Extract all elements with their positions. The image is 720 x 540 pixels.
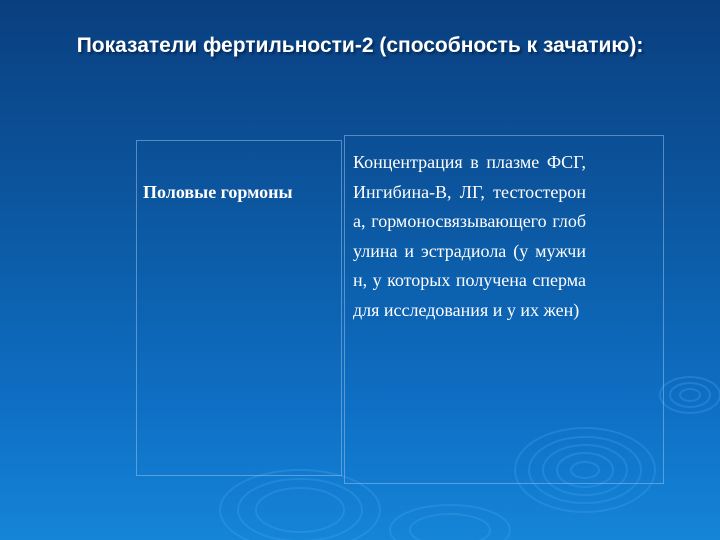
hormones-description: Концентрация в плазме ФСГ, Ингибина-В, ЛГ, тестостерона, гормоносвязывающего глобулина и эстрадиола (у мужчин, у которых получена сперма для исследования и у их жен) [353, 152, 586, 320]
hormones-label: Половые гормоны [143, 182, 293, 202]
slide-title: Показатели фертильности-2 (способность к зачатию): [76, 34, 644, 57]
table-cell-right [344, 135, 664, 484]
table-cell-left [136, 140, 342, 476]
